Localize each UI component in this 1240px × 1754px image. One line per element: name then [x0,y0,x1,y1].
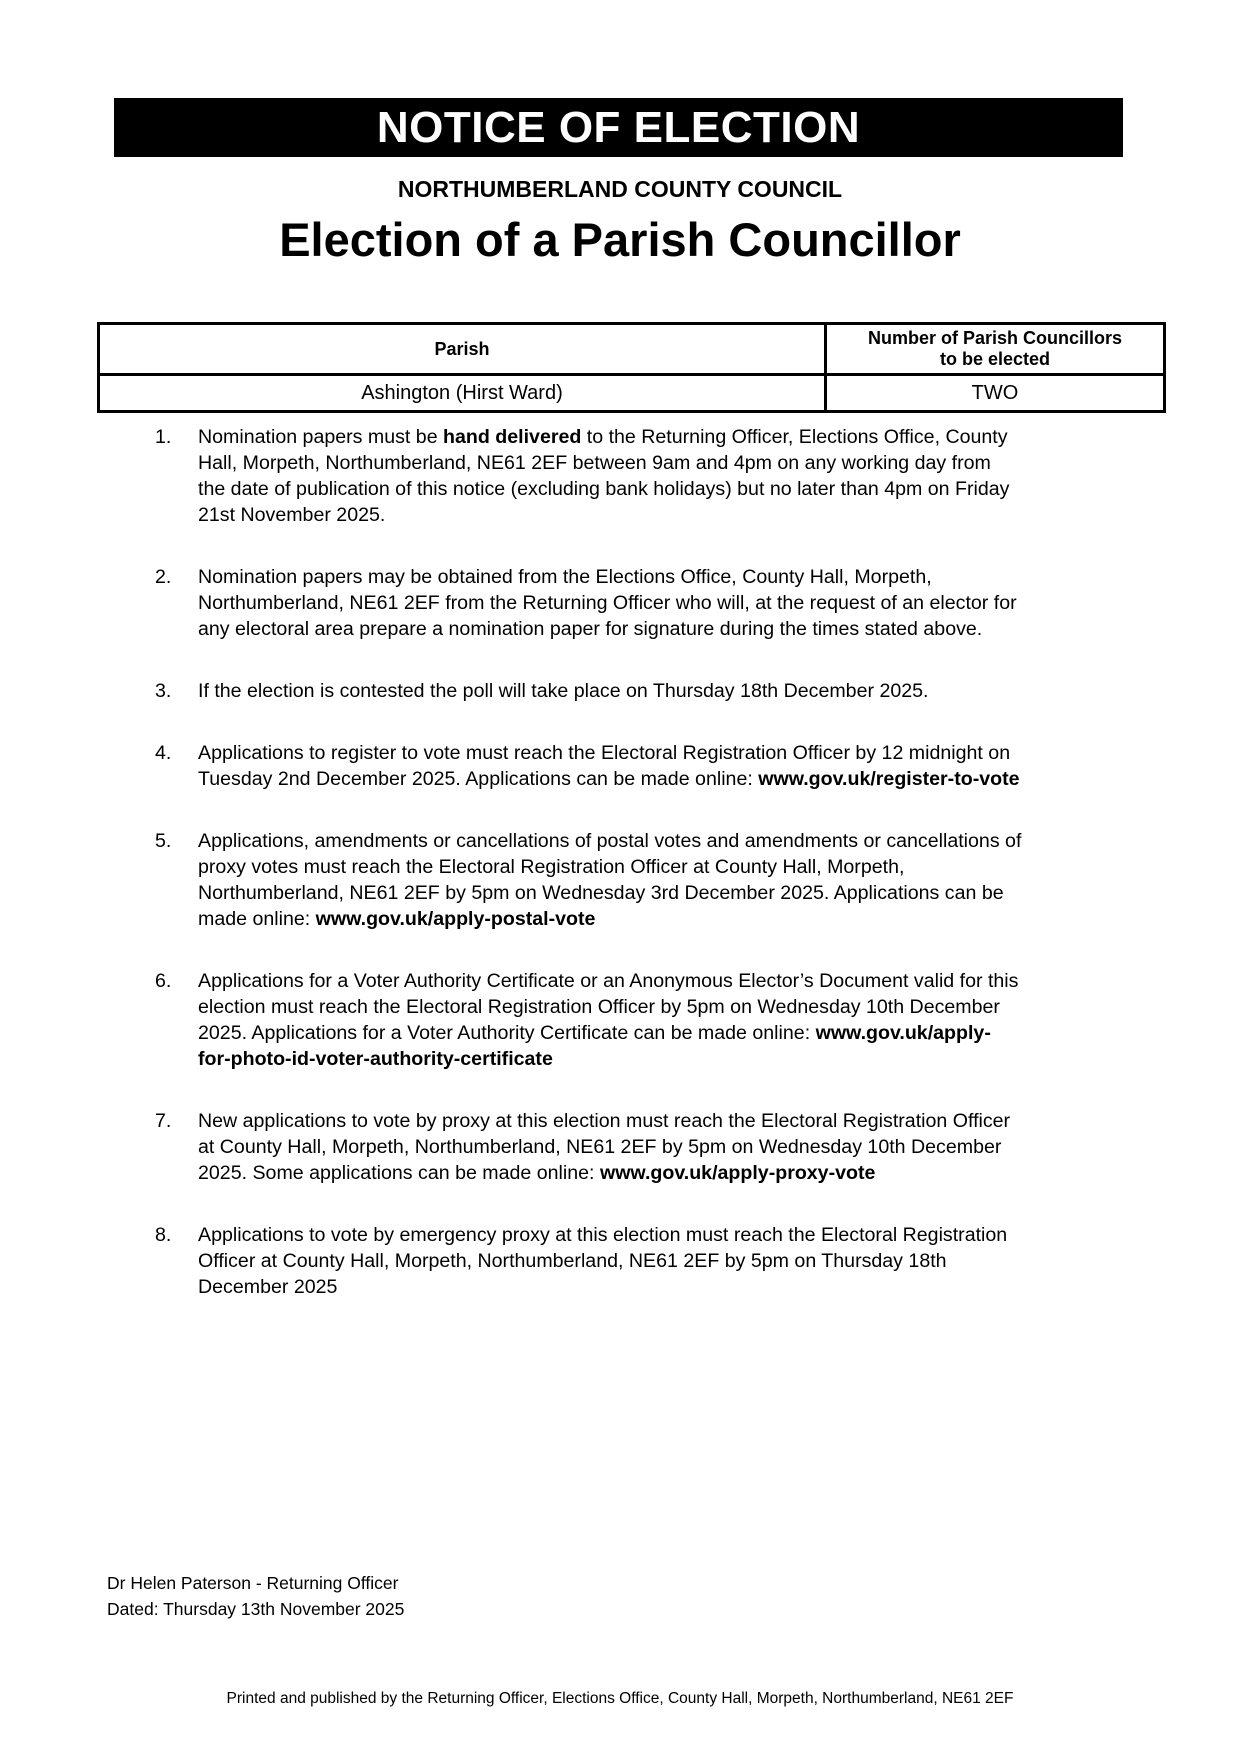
text-segment: to the Returning Officer, Elections Office, County Hall, Morpeth, Northumberland, NE61 2EF between 9am and 4pm on any working day from the date of publication of this notice (excluding bank holidays) but no later than 4pm on Friday 21st November 2025. [198,426,1010,526]
printed-published-footer: Printed and published by the Returning Officer, Elections Office, County Hall, Morpeth, Northumberland, NE61 2EF [226,1690,1014,1707]
notice-item-text [198,968,1022,1072]
notice-item [155,564,1035,642]
parish-name-cell: Ashington (Hirst Ward) [99,375,826,412]
text-segment: Applications, amendments or cancellations of postal votes and amendments or cancellations of proxy votes must reach the Electoral Registration Officer at County Hall, Morpeth, Northumberland, NE61 2EF by 5pm on Wednesday 3rd December 2025. Applications can be made online: [198,830,1022,930]
notice-item-text [198,828,1022,932]
notice-item [155,828,1035,932]
text-segment: Applications to register to vote must reach the Electoral Registration Officer by 12 midnight on Tuesday 2nd December 2025. Applications can be made online: [198,742,1011,790]
notice-item [155,424,1035,528]
notice-item-text [198,1222,1022,1300]
notice-item-number: 4. [155,742,172,764]
parish-column-header: Parish [99,324,826,375]
notice-item-text [198,424,1022,528]
councillors-column-header [826,324,1165,375]
notice-item [155,740,1035,792]
notice-item-number: 6. [155,970,172,992]
notice-item [155,1222,1035,1300]
table-header-row [99,324,1165,375]
returning-officer-name: Dr Helen Paterson - Returning Officer [107,1573,399,1593]
notice-item-text [198,564,1022,642]
text-segment: Nomination papers may be obtained from the Elections Office, County Hall, Morpeth, Northumberland, NE61 2EF from the Returning Officer who will, at the request of an elector for any electoral area prepare a nomination paper for signature during the times stated above. [198,566,1017,640]
text-segment: New applications to vote by proxy at this election must reach the Electoral Registration Officer at County Hall, Morpeth, Northumberland, NE61 2EF by 5pm on Wednesday 10th December 2025. Some applications can be made online: [198,1110,1011,1184]
text-segment: Applications for a Voter Authority Certificate or an Anonymous Elector’s Document valid for this election must reach the Electoral Registration Officer by 5pm on Wednesday 10th December 2025. Applications for a Voter Authority Certificate can be made online: [198,970,1019,1044]
council-name: NORTHUMBERLAND COUNTY COUNCIL [397,176,843,202]
notice-item [155,968,1035,1072]
notice-item-number: 3. [155,680,172,702]
notice-item-text [198,678,1022,704]
bold-text-segment: hand delivered [443,426,582,448]
notice-item [155,1108,1035,1186]
councillors-header-line1: Number of Parish Councillors [867,328,1123,348]
notice-item-text [198,740,1022,792]
bold-text-segment: www.gov.uk/register-to-vote [758,768,1020,790]
dated-line: Dated: Thursday 13th November 2025 [107,1599,405,1619]
notice-item-number: 1. [155,426,172,448]
notice-banner [114,98,1123,157]
banner-title: NOTICE OF ELECTION [376,102,861,152]
bold-text-segment: www.gov.uk/apply-postal-vote [315,908,596,930]
bold-text-segment: www.gov.uk/apply-proxy-vote [599,1162,876,1184]
notice-list [155,424,1035,1336]
text-segment: If the election is contested the poll will take place on Thursday 18th December 2025. [198,680,929,702]
text-segment: Applications to vote by emergency proxy at this election must reach the Electoral Registration Officer at County Hall, Morpeth, Northumberland, NE61 2EF by 5pm on Thursday 18th December 2025 [198,1224,1008,1298]
page-title: Election of a Parish Councillor [279,213,961,266]
notice-item-number: 7. [155,1110,172,1132]
parish-table [97,322,1166,413]
notice-item [155,678,1035,704]
signature-block [107,1570,404,1622]
table-row [99,375,1165,412]
councillors-header-line2: to be elected [939,349,1051,369]
councillors-count-cell: TWO [826,375,1165,412]
notice-item-number: 2. [155,566,172,588]
notice-item-number: 8. [155,1224,172,1246]
notice-item-number: 5. [155,830,172,852]
bold-text-segment: www.gov.uk/apply-for-photo-id-voter-authority-certificate [198,1022,991,1070]
text-segment: Nomination papers must be [198,426,444,448]
notice-item-text [198,1108,1022,1186]
